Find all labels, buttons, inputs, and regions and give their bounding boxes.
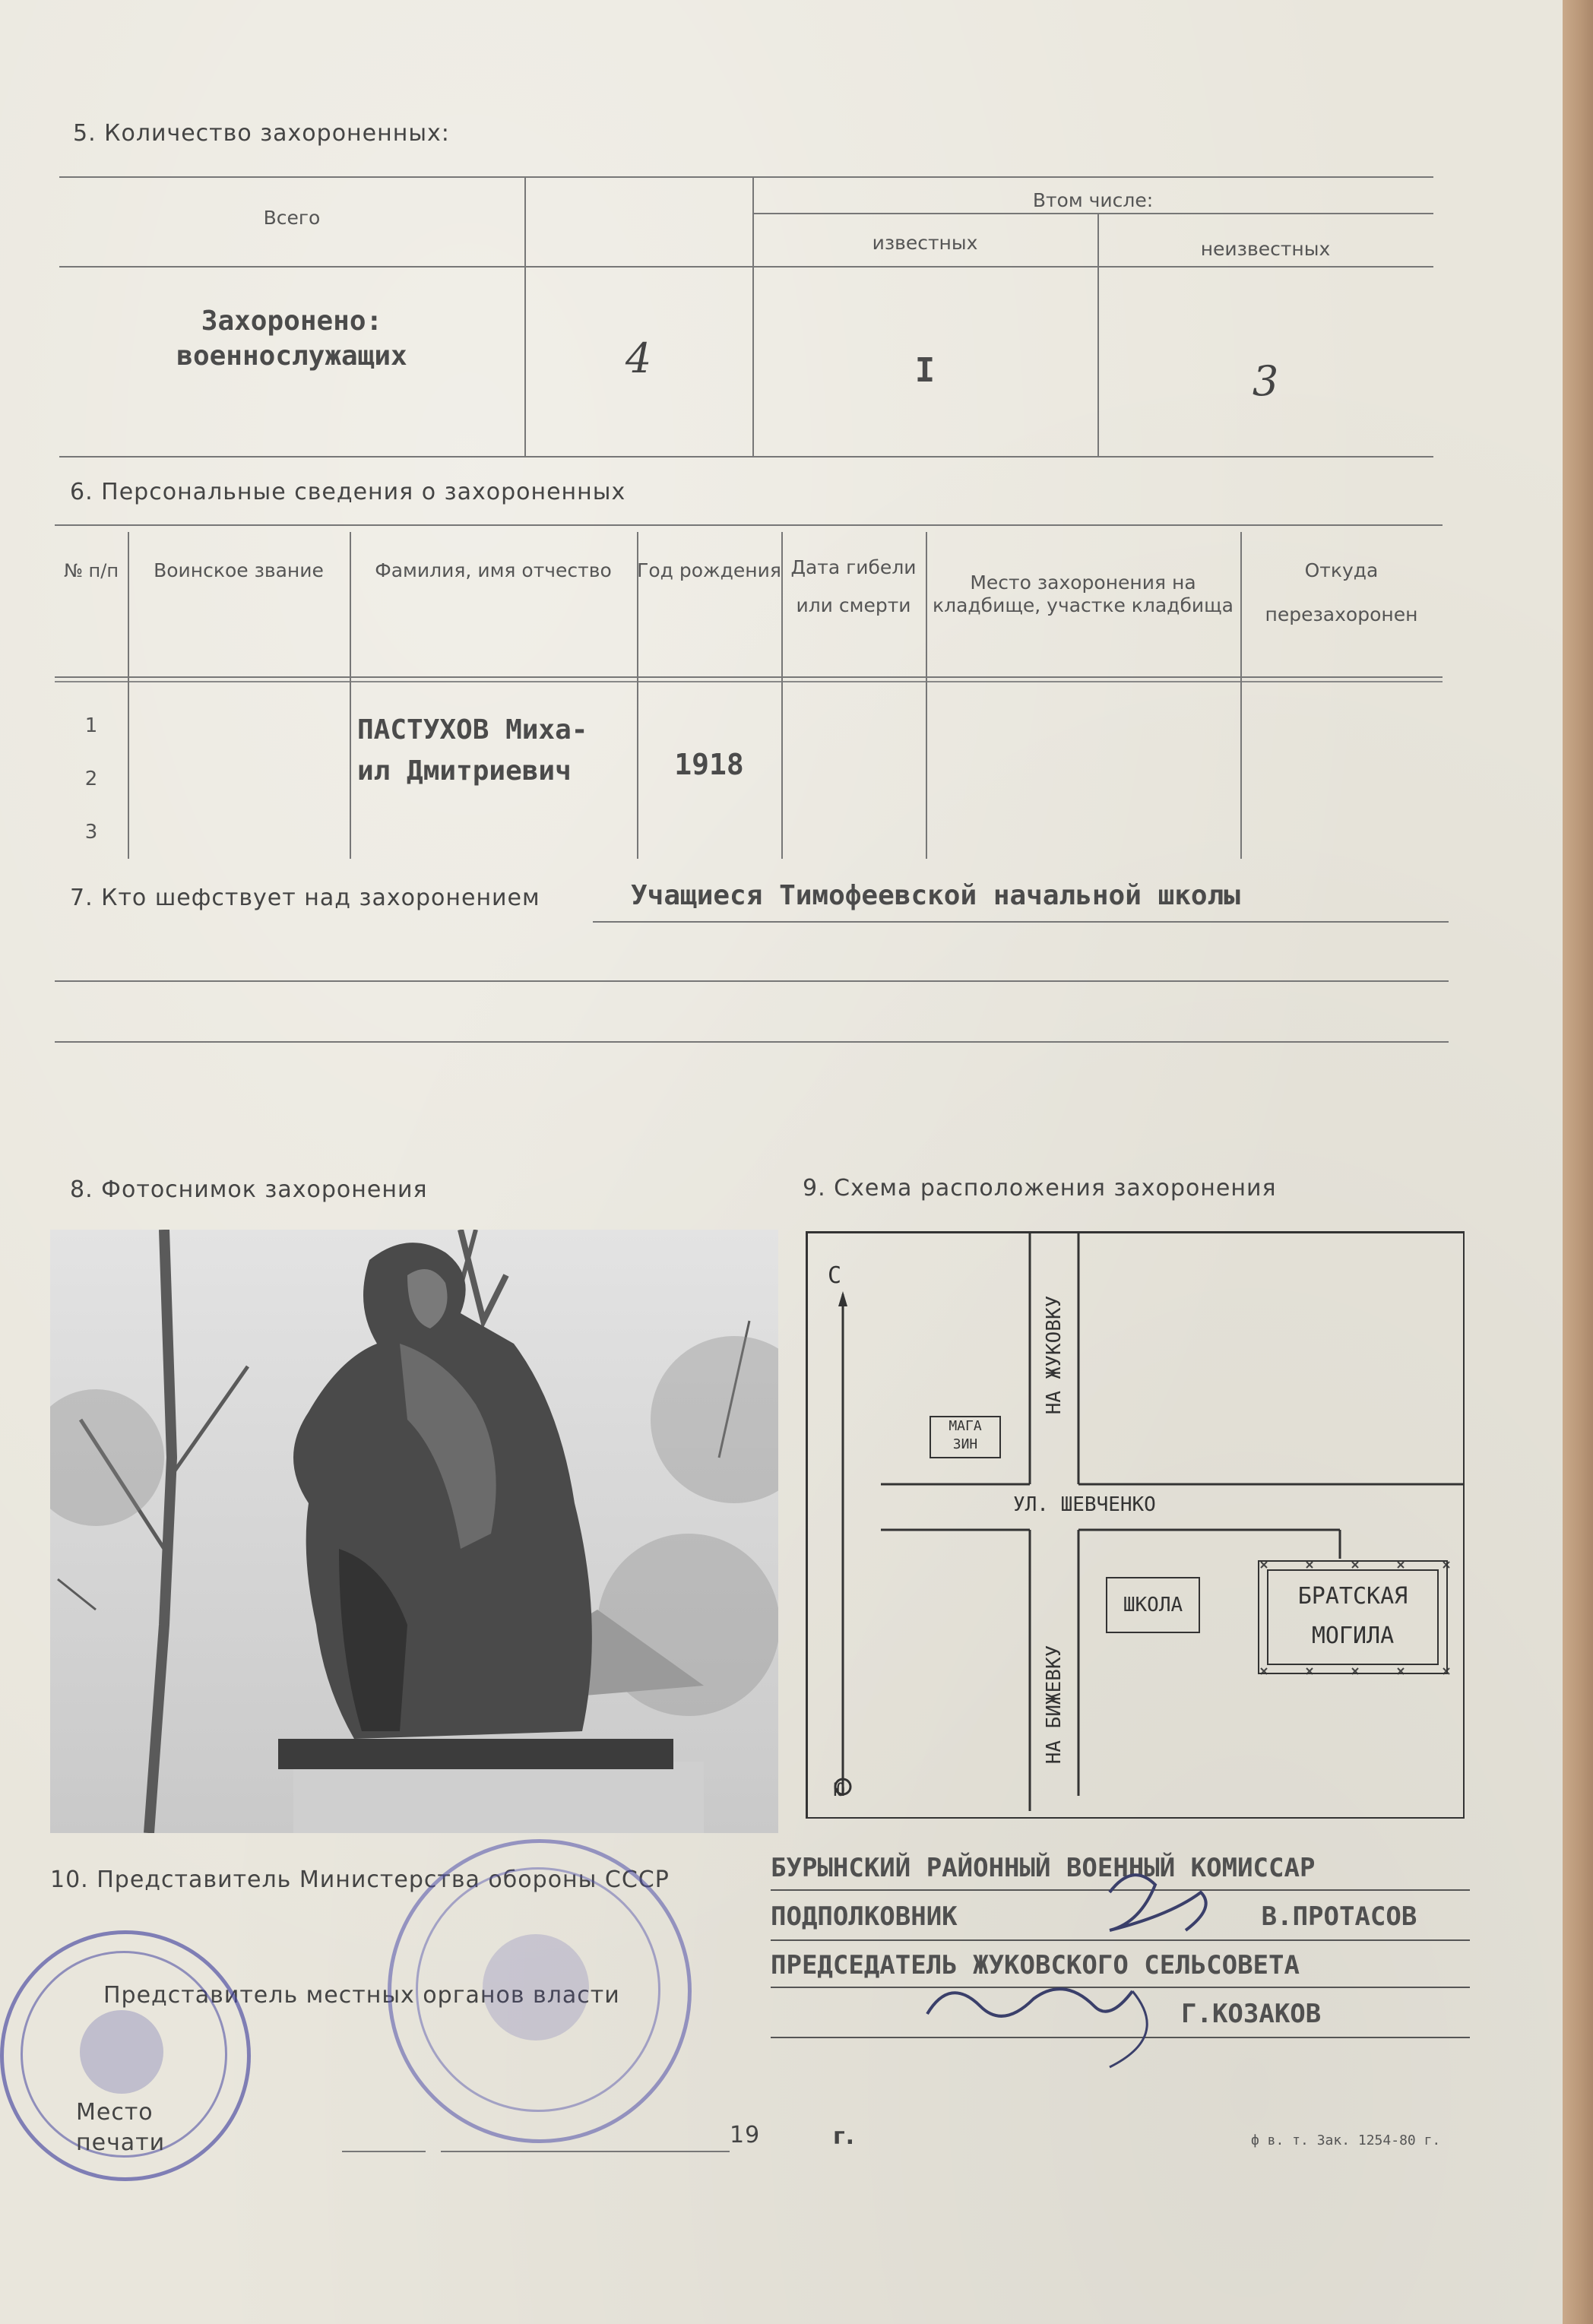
seal-emblem [483, 1934, 589, 2041]
seal-place-label [76, 2098, 165, 2158]
col-total-header: Всего [263, 207, 321, 229]
table5-top-line [59, 176, 1433, 178]
section7-blank-line [55, 980, 1449, 982]
burial-photo [50, 1230, 778, 1833]
road-bizhevka-label: НА БИЖЕВКУ [1043, 1645, 1066, 1765]
date-suffix: г. [833, 2123, 856, 2150]
seal-place-line2: печати [76, 2129, 166, 2156]
local-rep-label: Представитель местных органов власти [103, 1982, 620, 2009]
wooden-surface [1563, 0, 1593, 2324]
table5-bottom-line [59, 456, 1433, 458]
mass-grave-fence [1258, 1560, 1448, 1674]
section7-blank-line [55, 1041, 1449, 1043]
table5-header-bottom [59, 266, 1433, 268]
scheme-drawing [808, 1233, 1463, 1817]
commissar-line: БУРЫНСКИЙ РАЙОННЫЙ ВОЕННЫЙ КОМИССАР [771, 1853, 1316, 1883]
section9-title: 9. Схема расположения захоронения [803, 1175, 1277, 1202]
header-birth-year: Год рождения [637, 559, 781, 581]
mass-grave [1267, 1569, 1439, 1665]
monument-photo-image [50, 1230, 778, 1833]
signature-marks [882, 1862, 1277, 2090]
name-line2: ил Дмитриевич [357, 755, 572, 787]
header-name: Фамилия, имя отчество [375, 559, 612, 581]
name-line1: ПАСТУХОВ Миха- [357, 714, 588, 746]
commissar-name: В.ПРОТАСОВ [1261, 1901, 1417, 1932]
commissar-rank: ПОДПОЛКОВНИК [771, 1901, 958, 1932]
school-building [1106, 1577, 1200, 1633]
col-in-number-header: Втом числе: [1032, 189, 1154, 211]
header-burial-place: Место захоронения на кладбище, участке кладбища [932, 572, 1234, 616]
date-month-line [441, 2151, 730, 2152]
unknown-buried-value: 3 [1252, 357, 1279, 405]
table6-header-bottom [55, 676, 1443, 678]
table6-top-line [55, 524, 1443, 526]
print-note: ф в. т. Зак. 1254-80 г. [1251, 2132, 1441, 2148]
row-numbers [55, 699, 128, 859]
col-known-header: известных [872, 232, 978, 254]
section7-underline [593, 921, 1449, 923]
row-number: 2 [84, 768, 98, 790]
buried-label-line2: военнослужащих [176, 340, 407, 372]
total-buried-value: 4 [625, 334, 652, 382]
buried-person-name [357, 710, 587, 792]
seal-emblem [80, 2010, 163, 2094]
table6-header-bottom-2 [55, 681, 1443, 682]
date-day-line [342, 2151, 426, 2152]
location-scheme [806, 1231, 1465, 1819]
shop-label-line1: МАГА [949, 1418, 982, 1434]
birth-year-value: 1918 [674, 748, 744, 781]
shop-building [930, 1416, 1001, 1458]
north-label: С [828, 1262, 842, 1289]
road-zhukovka-label: НА ЖУКОВКУ [1043, 1295, 1066, 1415]
table5-col-line [524, 176, 526, 458]
row-number: 3 [84, 821, 98, 844]
header-from-where: Откуда перезахоронен [1265, 559, 1418, 625]
buried-label-line1: Захоронено: [201, 306, 383, 337]
section8-title: 8. Фотоснимок захоронения [70, 1176, 428, 1203]
grave-label-line2: МОГИЛА [1311, 1623, 1395, 1649]
table5-col-line [752, 176, 754, 458]
header-rank: Воинское звание [154, 559, 324, 581]
section7-title: 7. Кто шефствует над захоронением [70, 885, 540, 911]
patron-value: Учащиеся Тимофеевской начальной школы [631, 880, 1240, 911]
south-label: Ю [834, 1779, 845, 1800]
section5-title: 5. Количество захороненных: [73, 120, 450, 147]
date-year: 19 [730, 2122, 761, 2148]
school-label: ШКОЛА [1123, 1594, 1183, 1616]
buried-row-label [59, 304, 524, 374]
street-shevchenko-label: УЛ. ШЕВЧЕНКО [1013, 1493, 1156, 1516]
col-unknown-header: неизвестных [1200, 238, 1331, 260]
section10-title: 10. Представитель Министерства обороны СССР [50, 1866, 670, 1893]
section6-title: 6. Персональные сведения о захороненных [70, 479, 626, 505]
grave-label-line1: БРАТСКАЯ [1297, 1583, 1408, 1610]
chairman-name: Г.КОЗАКОВ [1181, 1999, 1322, 2029]
known-buried-value: I [914, 351, 936, 390]
header-num: № п/п [63, 560, 119, 581]
military-commissariat-seal [388, 1839, 692, 2143]
chairman-line: ПРЕДСЕДАТЕЛЬ ЖУКОВСКОГО СЕЛЬСОВЕТА [771, 1950, 1300, 1980]
shop-label-line2: ЗИН [952, 1436, 978, 1452]
header-death-date: Дата гибели или смерти [790, 556, 917, 616]
row-number: 1 [84, 714, 98, 737]
seal-place-line1: Место [76, 2099, 154, 2126]
